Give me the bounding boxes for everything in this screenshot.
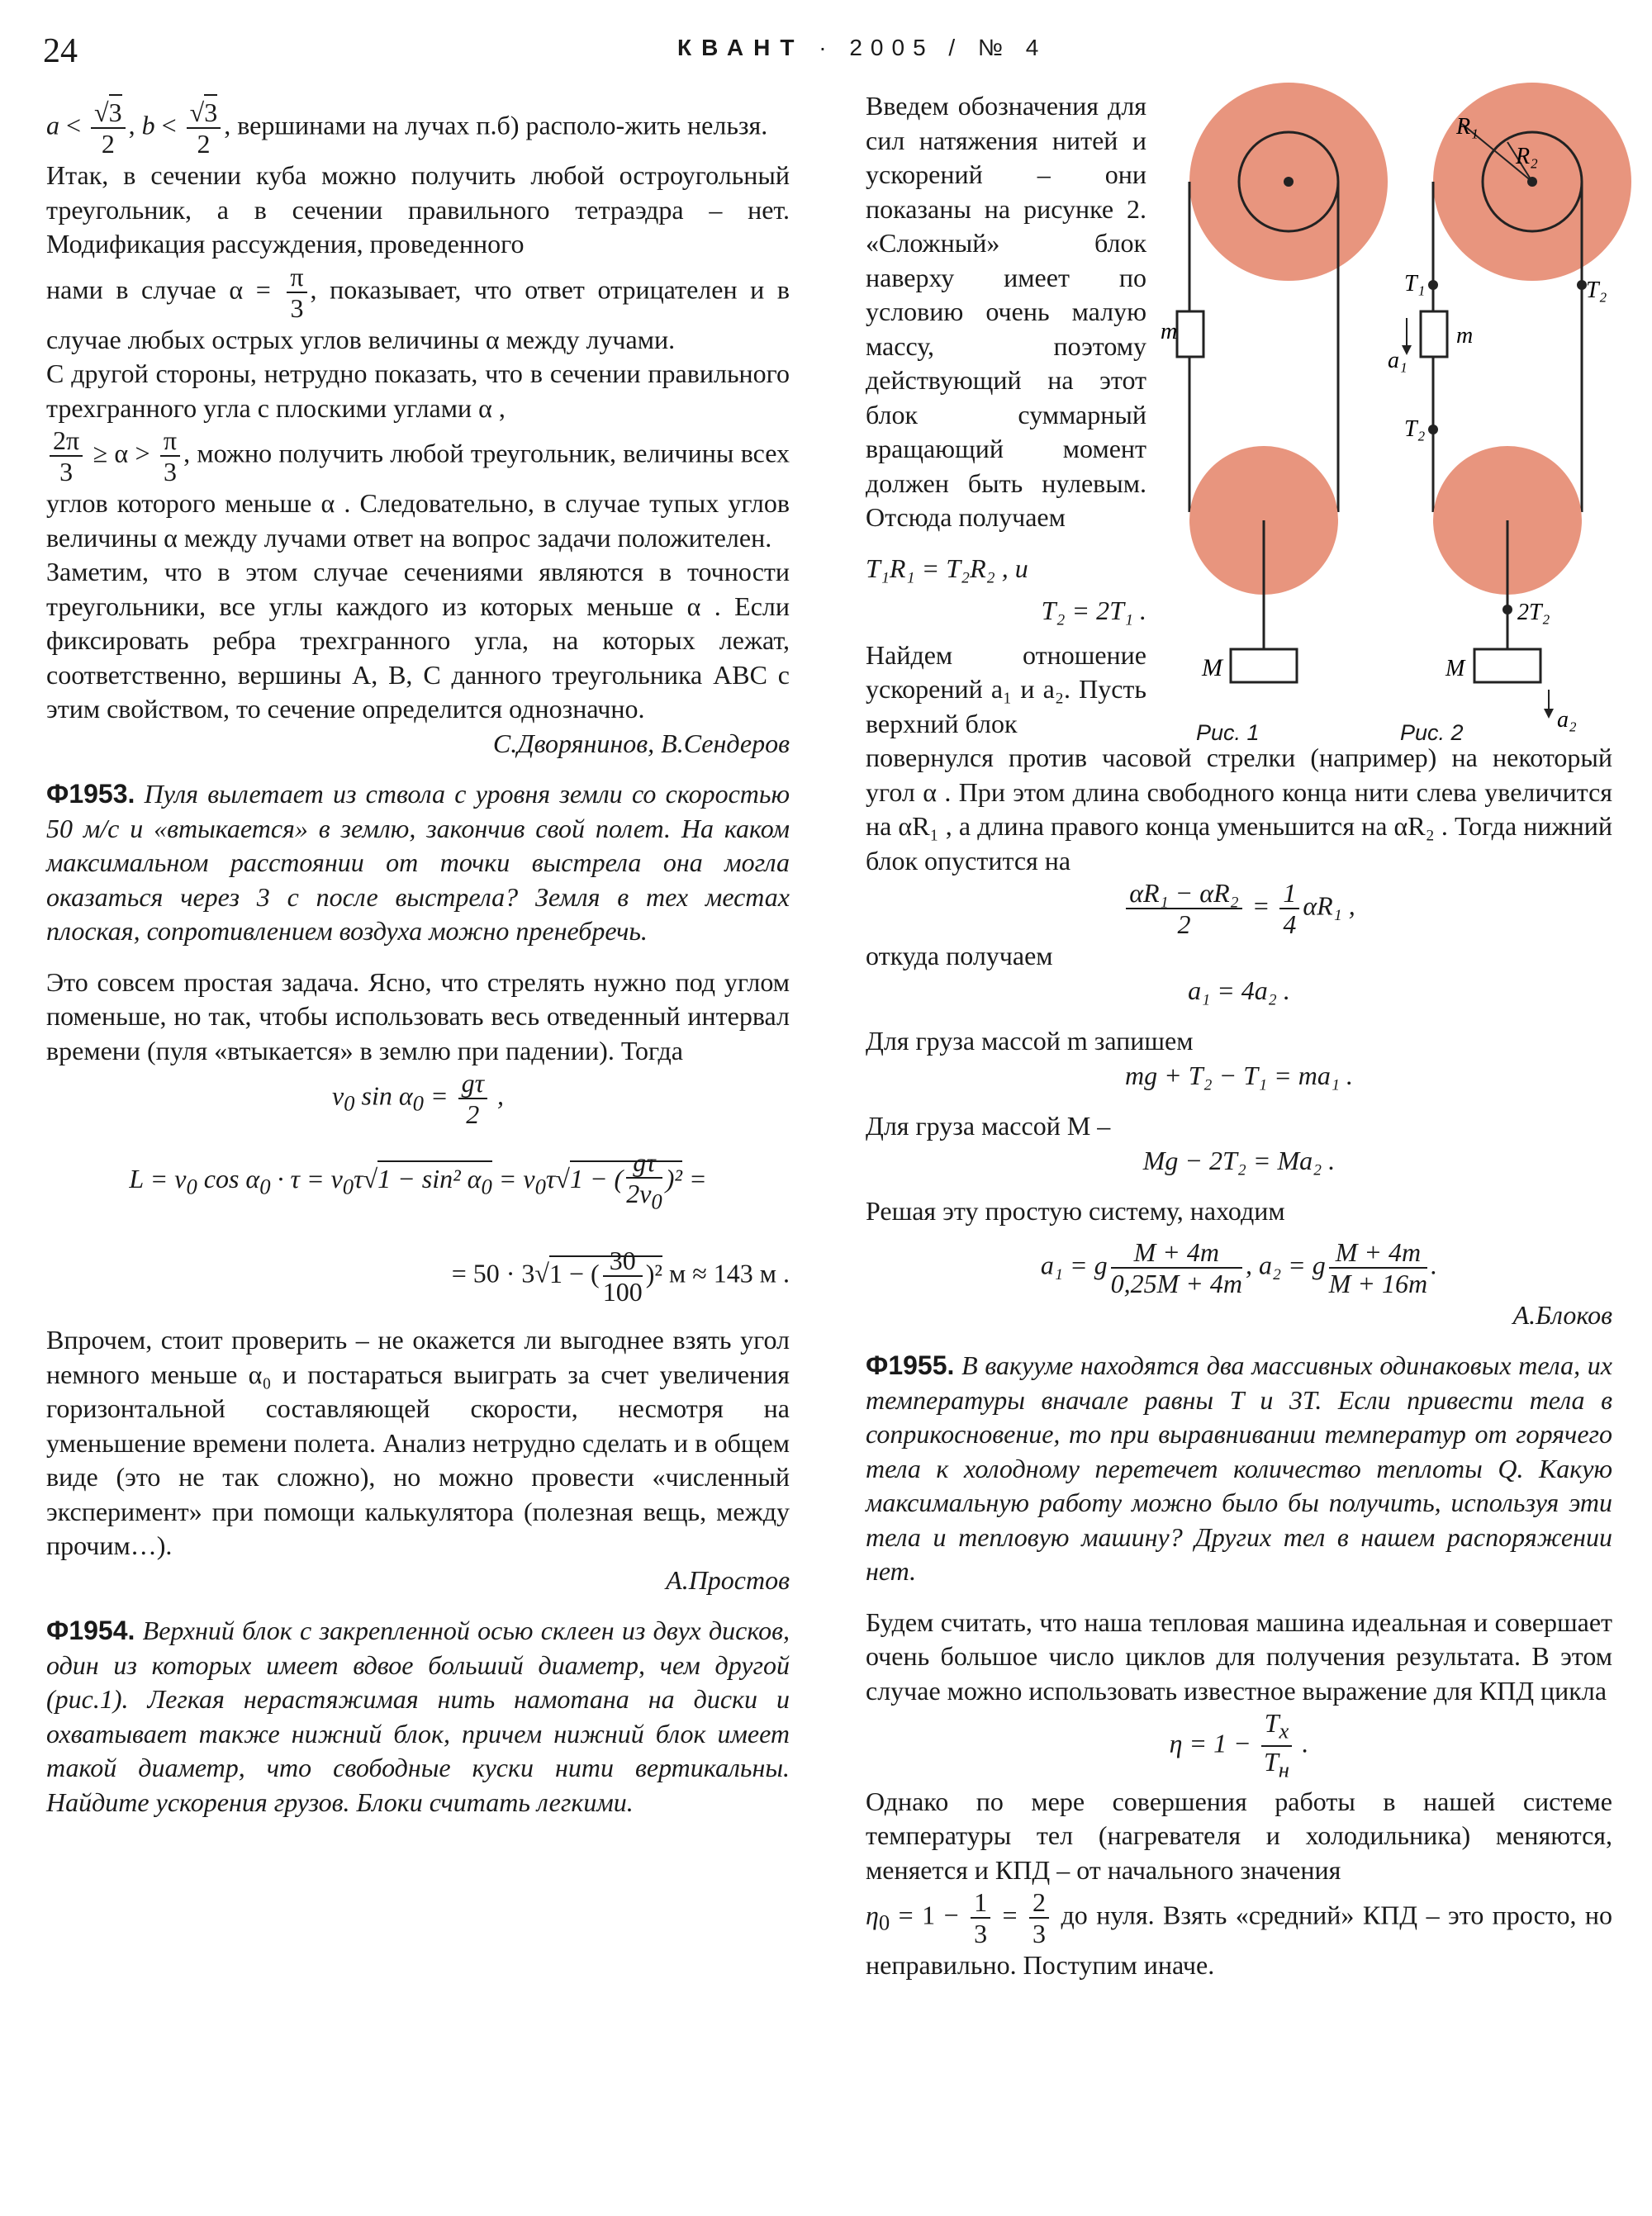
svg-text:T₁: T₁: [1404, 271, 1426, 297]
paragraph-3: Заметим, что в этом случае сечениями являются в точности треугольники, все углы каждого из которых меньше α . Если фиксировать ребра трехгранного угла, на которых лежат, соответственно, вершины A, B, C данного треугольника ABC с этим свойством, то сечение определится однозначно.: [46, 557, 790, 724]
figure-1-caption: Рис. 1: [1196, 720, 1260, 745]
paragraph-1b: нами в случае α = $\frac{\pi}{3}$ , показывает, что ответ отрицателен и в случае любых острых углов величины α между лучами.: [46, 261, 790, 354]
figure-2: [1388, 83, 1631, 733]
svg-text:M: M: [1202, 654, 1222, 681]
paragraph-2: С другой стороны, нетрудно показать, что в сечении правильного трехгранного угла с плоскими углами α ,: [46, 358, 790, 423]
equation-r4: a₁ = 4a₂ .: [1188, 975, 1290, 1005]
svg-text:T₂: T₂: [1586, 278, 1607, 303]
paragraph-r7: Решая эту простую систему, находим: [866, 1196, 1285, 1226]
svg-text:2T₂: 2T₂: [1517, 600, 1550, 625]
svg-text:m: m: [1161, 319, 1178, 344]
equation-r2: T₂ = 2T₁ .: [1041, 596, 1146, 625]
paragraph-r9b: $\eta_0 = 1$ − $\frac{1}{3}$ = $\frac{2}{3}$ до нуля. Взять «средний» КПД – это просто, но неправильно. Поступим иначе.: [866, 1887, 1613, 1981]
equation-2: $L = v_0$ $\cos \alpha_0 \cdot \tau = v_0\tau√1 - \sin^2$ $\alpha_0 = v_0\tau√1$ − ( $\frac{g\tau}{2v_0}$ )² =: [129, 1147, 707, 1214]
svg-text:a₂: a₂: [1557, 707, 1577, 733]
left-column: [46, 97, 790, 1820]
equation-r3: $\frac{\text{αR₁ − αR₂}}{2}$ = $\frac{1}{4}$ αR₁ ,: [866, 878, 1612, 939]
svg-text:m: m: [1456, 323, 1474, 349]
paragraph-2b: $\frac{2\pi}{3}$ ≥ α > $\frac{\pi}{3}$ , можно получить любой треугольник, величины всех углов которого меньше α . Следовательно, в случае тупых углов величины α между лучами ответ на вопрос задачи положителен.: [46, 425, 790, 553]
journal-issue: · 2005 / № 4: [819, 35, 1047, 60]
problem-f1953: Ф1953. Пуля вылетает из ствола с уровня земли со скоростью 50 м/с и «втыкается» в землю, закончив свой полет. На каком максимальном расстоянии от точки выстрела она могла оказаться через 3 с после выстрела? Земля в тех местах плоская, сопротивлением воздуха можно пренебречь.: [46, 779, 790, 946]
equation-r1: T₁R₁ = T₂R₂ , и: [866, 553, 1028, 583]
equation-r7: a₁ = g $\frac{M + 4m}{0,25M + 4m}$ , a₂ = g $\frac{M + 4m}{M + 16m}$ .: [1040, 1236, 1438, 1298]
mass-M-1: [1231, 649, 1297, 682]
signature-2: А.Простов: [666, 1564, 790, 1595]
paragraph-r2: Найдем отношение ускорений a₁ и a₂. Пусть верхний блок: [866, 639, 1146, 738]
axle-1: [1284, 177, 1294, 187]
pulley-figure: [1152, 83, 1631, 743]
page-number: 24: [43, 32, 78, 70]
svg-text:a₁: a₁: [1388, 348, 1408, 373]
paragraph-r9: Однако по мере совершения работы в нашей системе температуры тел (нагревателя и холодильника) меняются, меняется и КПД – от начального значения: [866, 1786, 1612, 1885]
paragraph-r8: Будем считать, что наша тепловая машина идеальная и совершает очень большое число циклов для получения результата. В этом случае можно использовать известное выражение для КПД цикла: [866, 1606, 1612, 1706]
signature-3: А.Блоков: [1512, 1299, 1612, 1330]
paragraph-r5: Для груза массой m запишем: [866, 1026, 1194, 1056]
paragraph-5: Впрочем, стоит проверить – не окажется ли выгоднее взять угол немного меньше α₀ и постараться выиграть за счет увеличения горизонтальной составляющей скорости, несмотря на уменьшение времени полета. Анализ нетрудно сделать и в общем виде (это не так сложно), но можно провести «численный эксперимент» при помощи калькулятора (полезная вещь, между прочим…).: [46, 1325, 790, 1561]
mass-m-2: [1421, 311, 1447, 357]
journal-title: КВАНТ: [677, 35, 805, 60]
figure-1: [1161, 83, 1388, 682]
svg-text:M: M: [1446, 656, 1465, 681]
svg-text:T₂: T₂: [1404, 416, 1426, 442]
mass-m-1: [1177, 311, 1203, 357]
paragraph-1: Итак, в сечении куба можно получить любой остроугольный треугольник, а в сечении правильного тетраэдра – нет. Модификация рассуждения, проведенного: [46, 160, 790, 259]
equation-3: = 50 · 3√1 − ( $\frac{30}{100}$ )² м ≈ 143 м .: [451, 1246, 790, 1307]
paragraph-4: Это совсем простая задача. Ясно, что стрелять нужно под углом поменьше, но так, чтобы использовать весь отведенный интервал времени (пуля «втыкается» в землю при падении). Тогда: [46, 966, 790, 1065]
problem-f1954: Ф1954. Верхний блок с закрепленной осью склеен из двух дисков, один из которых имеет вдвое больший диаметр, чем другой (рис.1). Легкая нерастяжимая нить намотана на диски и охватывает также нижний блок, причем нижний блок имеет такой диаметр, что свободные куски нити вертикальны. Найдите ускорения грузов. Блоки считать легкими.: [46, 1616, 790, 1817]
paragraph-r3: повернулся против часовой стрелки (например) на некоторый угол α . При этом длина свободного конца нити слева увеличится на αR₁ , а длина правого конца уменьшится на αR₂ . Тогда нижний блок опустится на: [866, 743, 1612, 875]
svg-text:R₁: R₁: [1456, 114, 1479, 140]
running-header: [677, 35, 1047, 61]
problem-f1955: Ф1955. В вакууме находятся два массивных одинаковых тела, их температуры вначале равны T и 3T. Если привести тела в соприкосновение, то при выравнивании температур от горячего тела к холодному перетечет количество теплоты Q. Какую максимальную работу можно было бы получить, используя эти тела и тепловую машину? Других тел в нашем распоряжении нет.: [866, 1350, 1613, 1586]
paragraph-r4: откуда получаем: [866, 941, 1053, 970]
equation-r6: Mg − 2T₂ = Ma₂ .: [1142, 1145, 1336, 1175]
mass-M-2: [1474, 649, 1540, 682]
paragraph-r1: Введем обозначения для сил натяжения нитей и ускорений – они показаны на рисунке 2. «Сложный» блок наверху имеет по условию очень малую массу, поэтому действующий на этот блок суммарный вращающий момент должен быть нулевым. Отсюда получаем: [866, 91, 1146, 532]
signature-1: С.Дворянинов, В.Сендеров: [492, 728, 790, 758]
svg-text:R₂: R₂: [1516, 144, 1538, 169]
equation-1: $v_0$ $\sin \alpha_0$ = $\frac{g\tau}{2}$ ,: [331, 1068, 505, 1129]
paragraph-0: a < $\frac{√3}{2}$ , b < $\frac{√3}{2}$ , вершинами на лучах п.б) располо-жить нельзя.: [46, 97, 790, 159]
equation-r5: mg + T₂ − T₁ = ma₁ .: [1125, 1060, 1353, 1090]
paragraph-r6: Для груза массой M –: [866, 1111, 1111, 1141]
equation-r8: η = 1 − $\frac{T_х}{T_н}$ .: [1169, 1708, 1309, 1782]
pulley-diagram: [1152, 83, 1631, 743]
figure-2-caption: Рис. 2: [1400, 720, 1464, 745]
